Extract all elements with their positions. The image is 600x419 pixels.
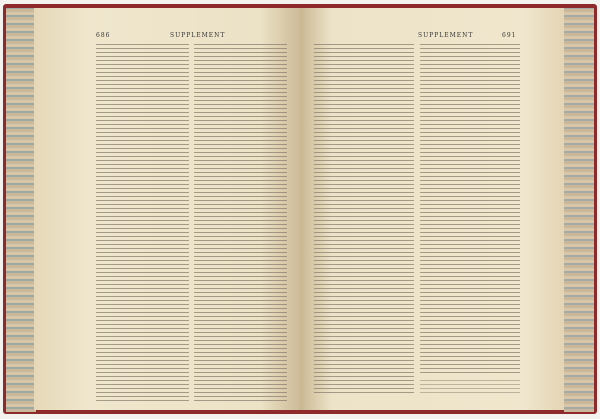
- text-column-2: [194, 44, 287, 402]
- footnote: [420, 380, 520, 394]
- marbled-edge-right: [564, 8, 594, 412]
- page-number: 686: [96, 32, 111, 39]
- text-column-1: [314, 44, 414, 396]
- right-page: [300, 8, 564, 410]
- running-head: SUPPLEMENT: [170, 32, 226, 39]
- text-column-1: [96, 44, 189, 402]
- marbled-edge-left: [6, 8, 36, 412]
- left-page: [34, 8, 300, 410]
- text-column-2: [420, 44, 520, 374]
- running-head: SUPPLEMENT: [418, 32, 474, 39]
- page-number: 691: [502, 32, 517, 39]
